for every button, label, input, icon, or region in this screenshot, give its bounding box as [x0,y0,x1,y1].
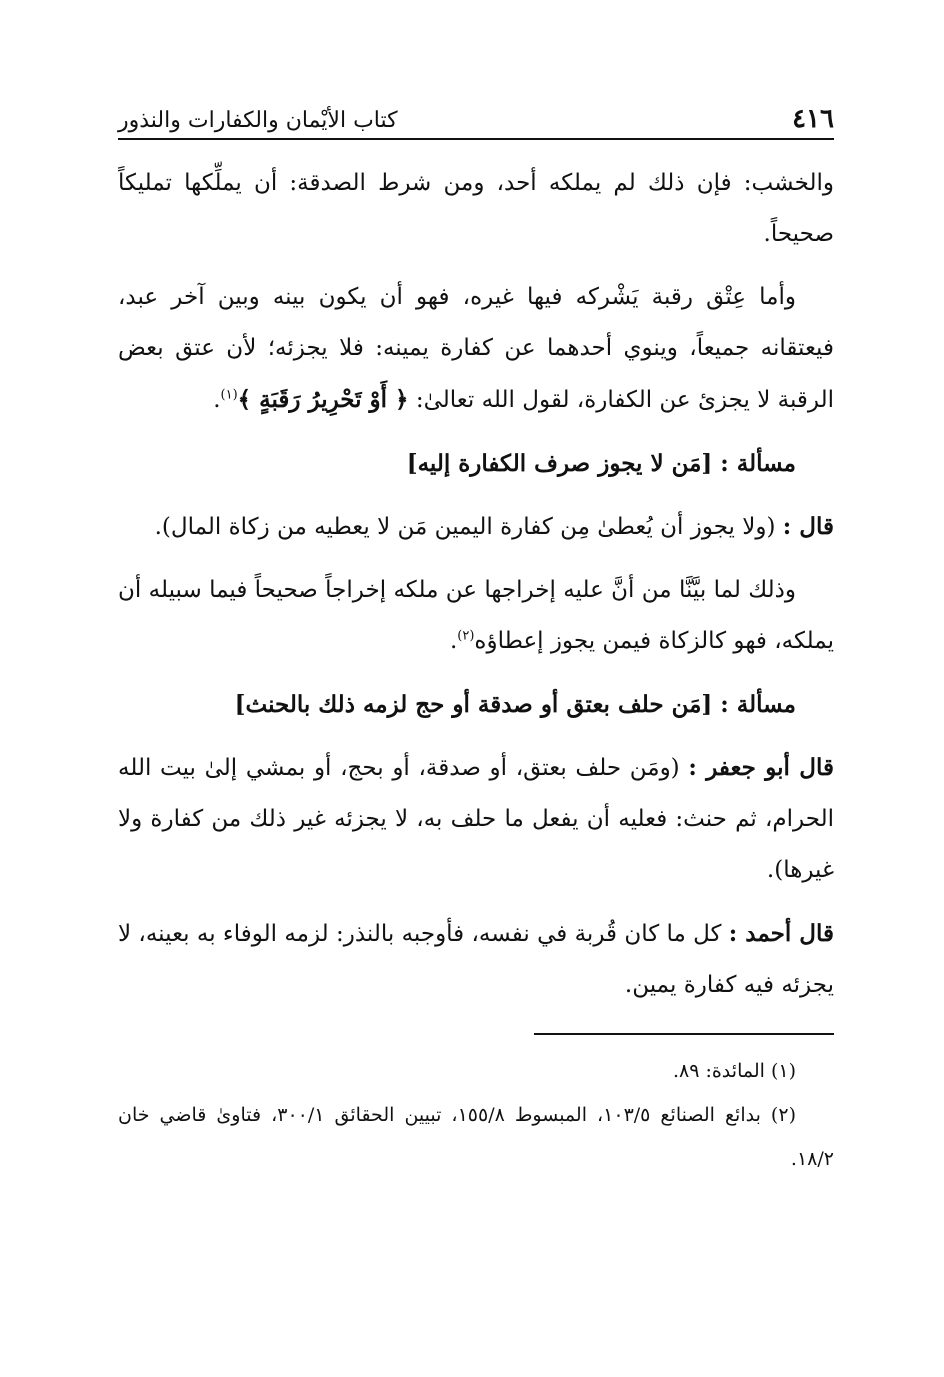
footnote-1: (١) المائدة: ٨٩. [672,1060,796,1082]
paragraph-4-end: . [449,628,458,654]
footnotes [118,1049,834,1181]
page-header [118,92,834,140]
paragraph-6-lead: قال أحمد : [728,920,834,947]
page-number: ٤١٦ [792,104,834,134]
footnote-ref-1: (١) [220,387,238,403]
paragraph-2 [118,272,834,426]
paragraph-4 [118,565,834,667]
footnote-ref-2: (٢) [457,628,475,644]
running-title: كتاب الأيْمان والكفارات والنذور [118,108,398,133]
paragraph-4-text: وذلك لما بيَّنَّا من أنَّ عليه إخراجها عن ملكه إخراجاً صحيحاً فيما سبيله أن يملكه، فهو كالزكاة فيمن يجوز إعطاؤه [118,577,834,654]
paragraph-5-text: (ومَن حلف بعتق، أو صدقة، أو بحج، أو بمشي إلىٰ بيت الله الحرام، ثم حنث: فعليه أن يفعل ما حلف به، لا يجزئه غير ذلك من كفارة ولا غيرها). [118,755,834,883]
paragraph-3-text: (ولا يجوز أن يُعطىٰ مِن كفارة اليمين مَن لا يعطيه من زكاة المال). [154,514,783,540]
paragraph-2-end: . [213,387,221,413]
paragraph-1: والخشب: فإن ذلك لم يملكه أحد، ومن شرط الصدقة: أن يملِّكها تمليكاً صحيحاً. [118,170,834,247]
book-page [118,92,834,1181]
issue-heading-1: مسألة : [مَن لا يجوز صرف الكفارة إليه] [406,450,796,477]
page-body [118,158,834,1011]
footnote-2: (٢) بدائع الصنائع ١٠٣/٥، المبسوط ١٥٥/٨، تبيين الحقائق ٣٠٠/١، فتاوىٰ قاضي خان ١٨/٢. [118,1104,834,1170]
footnote-divider [534,1033,834,1035]
quran-verse: ﴿ أَوْ تَحْرِيرُ رَقَبَةٍ ﴾ [237,386,409,413]
paragraph-2-text: وأما عِتْق رقبة يَشْركه فيها غيره، فهو أن يكون بينه وبين آخر عبد، فيعتقانه جميعاً، وينوي أحدهما عن كفارة يمينه: فلا يجزئه؛ لأن عتق بعض الرقبة لا يجزئ عن الكفارة، لقول الله تعالىٰ: [118,284,834,413]
paragraph-5-lead: قال أبو جعفر : [688,754,834,781]
paragraph-5 [118,742,834,896]
paragraph-6 [118,908,834,1011]
paragraph-6-text: كل ما كان قُربة في نفسه، فأوجبه بالنذر: لزمه الوفاء به بعينه، لا يجزئه فيه كفارة يمين. [118,921,834,998]
paragraph-3 [118,501,834,553]
issue-heading-2: مسألة : [مَن حلف بعتق أو صدقة أو حج لزمه ذلك بالحنث] [234,691,796,718]
paragraph-3-lead: قال : [782,513,834,540]
